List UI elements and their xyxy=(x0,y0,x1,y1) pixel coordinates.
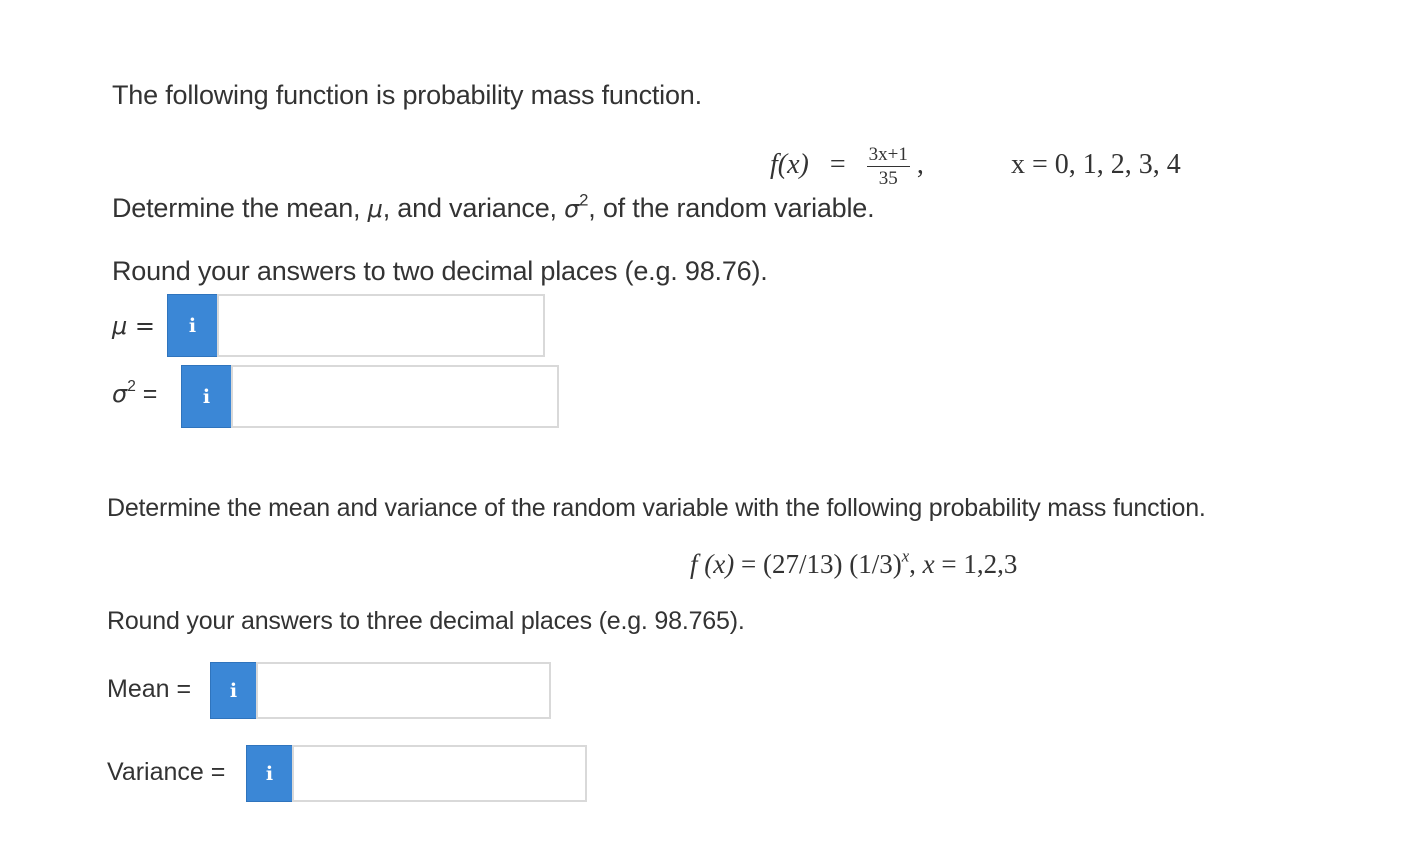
q2-formula xyxy=(690,546,1017,582)
q2-formula-eq: = xyxy=(734,549,763,579)
mean-info-button[interactable] xyxy=(210,662,257,719)
info-icon: i xyxy=(229,679,238,702)
q2-formula-domain: = 1,2,3 xyxy=(934,549,1018,579)
q2-variance-info-button[interactable] xyxy=(246,745,293,802)
q1-formula-domain: x = 0, 1, 2, 3, 4 xyxy=(1011,149,1181,180)
q2-round-instruction: Round your answers to three decimal places (e.g. 98.765). xyxy=(107,607,745,635)
q1-formula-eq: = xyxy=(829,149,846,180)
q1-formula-fraction xyxy=(867,144,910,189)
variance-input[interactable] xyxy=(231,365,559,428)
mu-info-button[interactable] xyxy=(167,294,218,357)
q1-determine-part2: , and variance, xyxy=(382,193,565,223)
mu-label-text: μ = xyxy=(112,312,156,340)
variance-label-eq: = xyxy=(135,380,158,408)
q1-formula-lhs: f(x) xyxy=(770,149,809,180)
q1-round-instruction: Round your answers to two decimal places (e.g. 98.76). xyxy=(112,256,768,286)
q2-formula-arg: (x) xyxy=(697,549,735,579)
q2-formula-body: (27/13) (1/3) xyxy=(762,549,902,579)
mu-input[interactable] xyxy=(217,294,545,357)
info-icon: i xyxy=(265,762,274,785)
q2-variance-label: Variance = xyxy=(107,758,226,786)
q1-determine-mu: μ xyxy=(367,195,383,223)
info-icon: i xyxy=(202,385,211,408)
q1-formula-comma: , xyxy=(916,149,924,180)
q1-determine-part3: , of the random variable. xyxy=(588,193,875,223)
q1-determine-part1: Determine the mean, xyxy=(112,193,368,223)
q2-formula-xvar: x xyxy=(922,549,935,579)
q2-variance-input[interactable] xyxy=(292,745,587,802)
info-icon: i xyxy=(188,314,197,337)
variance-info-button[interactable] xyxy=(181,365,232,428)
q2-formula-exponent: x xyxy=(901,546,910,566)
q1-formula xyxy=(770,140,924,190)
q1-determine-sq: 2 xyxy=(579,190,589,210)
variance-label-sq: 2 xyxy=(127,378,136,396)
q1-formula-denominator: 35 xyxy=(878,168,898,190)
q1-determine-sigma: σ xyxy=(564,195,580,223)
q2-formula-comma: , xyxy=(909,549,923,579)
mean-label: Mean = xyxy=(107,675,192,703)
q1-intro: The following function is probability mass function. xyxy=(112,80,702,110)
q2-formula-f: f xyxy=(690,549,698,579)
variance-label xyxy=(112,380,157,409)
q1-determine xyxy=(112,190,875,224)
q1-formula-numerator: 3x+1 xyxy=(868,144,908,166)
q2-intro: Determine the mean and variance of the random variable with the following probability mass function. xyxy=(107,494,1206,522)
variance-label-sigma: σ xyxy=(112,380,128,408)
mean-input[interactable] xyxy=(256,662,551,719)
mu-label xyxy=(112,312,155,341)
